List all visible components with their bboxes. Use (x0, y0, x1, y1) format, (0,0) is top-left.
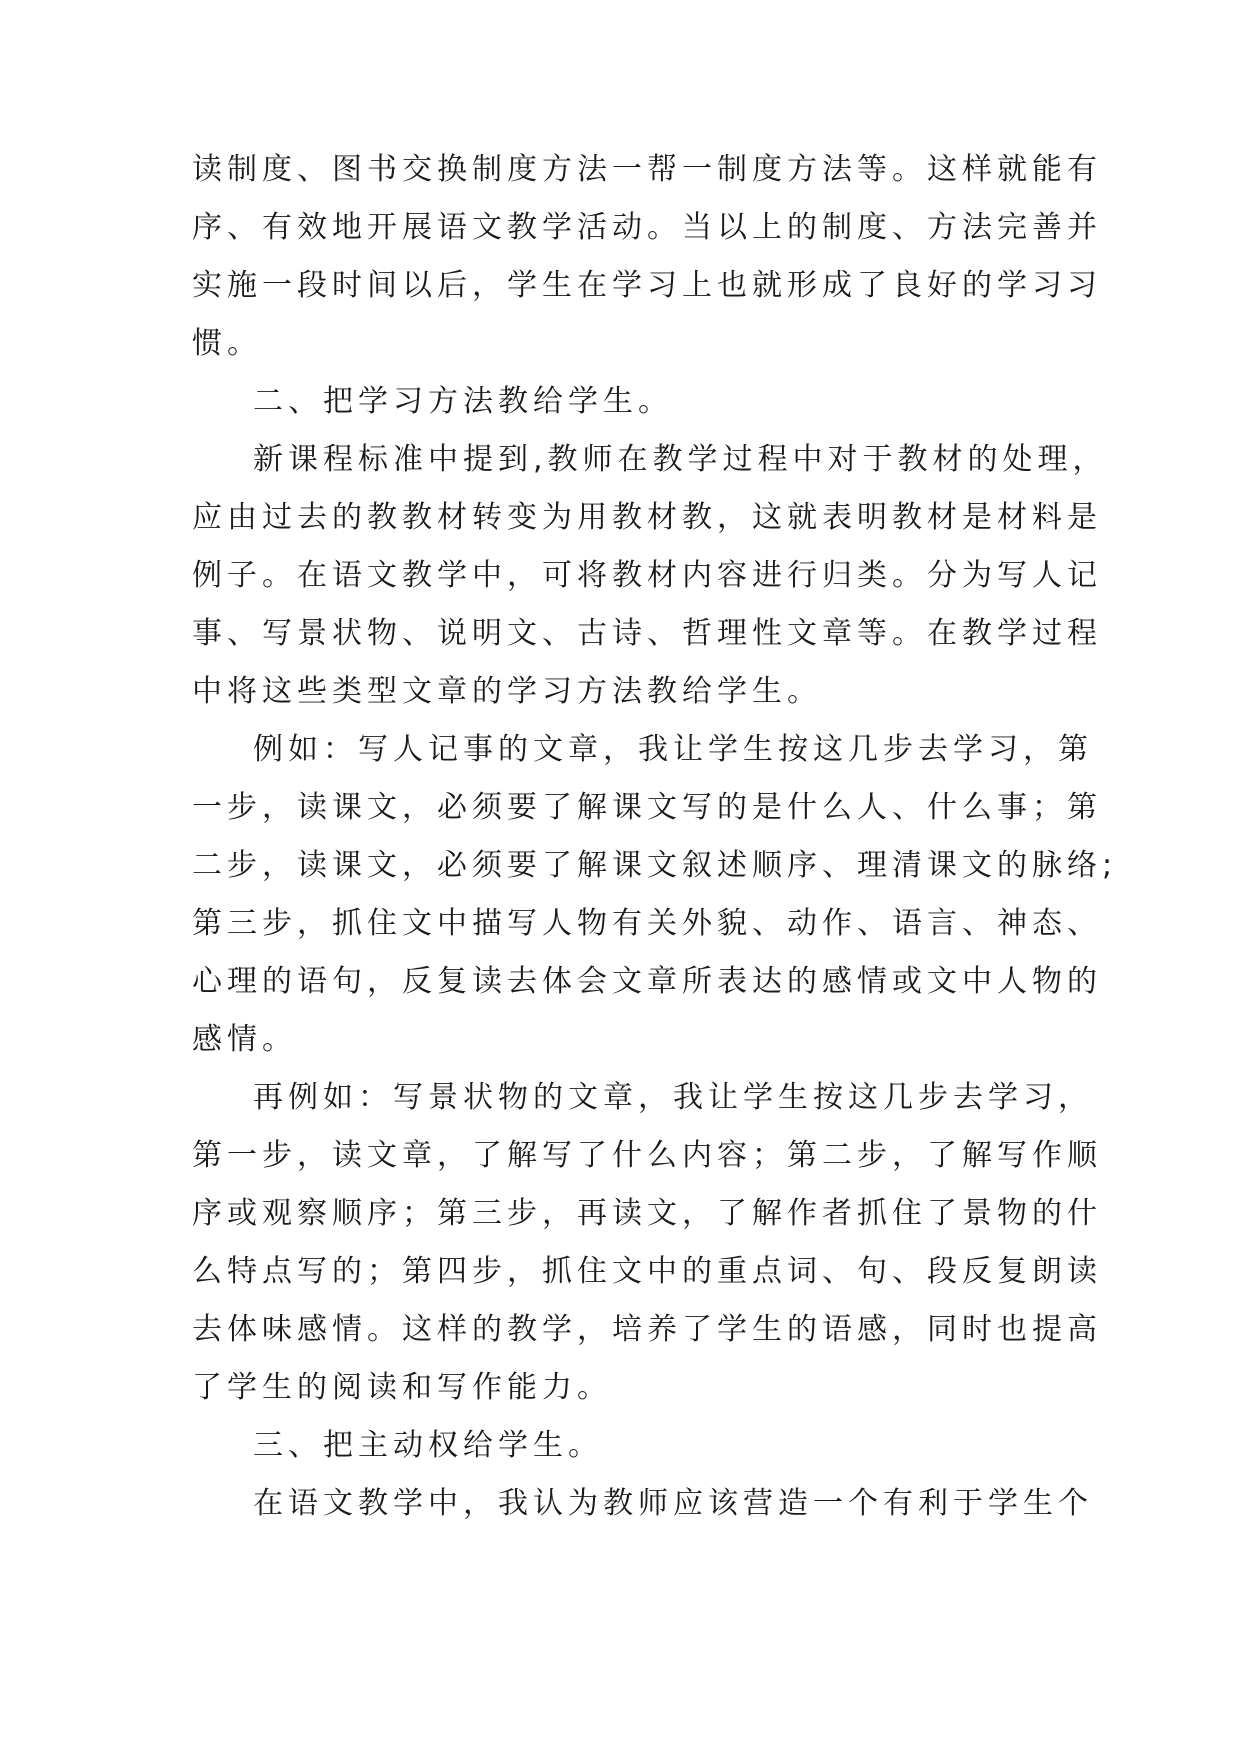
text-line-8: 例子。在语文教学中，可将教材内容进行归类。分为写人记 (192, 558, 1102, 593)
text-line-20: 么特点写的；第四步，抓住文中的重点词、句、段反复朗读 (192, 1254, 1102, 1289)
text-line-17: 再例如：写景状物的文章，我让学生按这几步去学习， (253, 1080, 1093, 1115)
text-line-18: 第一步，读文章，了解写了什么内容；第二步，了解写作顺 (192, 1138, 1102, 1173)
text-line-11: 例如：写人记事的文章，我让学生按这几步去学习，第 (253, 732, 1093, 767)
text-line-15: 心理的语句，反复读去体会文章所表达的感情或文中人物的 (192, 964, 1102, 999)
text-line-10: 中将这些类型文章的学习方法教给学生。 (192, 674, 822, 709)
text-line-1: 读制度、图书交换制度方法一帮一制度方法等。这样就能有 (192, 152, 1102, 187)
text-line-22: 了学生的阅读和写作能力。 (192, 1370, 612, 1405)
text-line-21: 去体味感情。这样的教学，培养了学生的语感，同时也提高 (192, 1312, 1102, 1347)
text-line-2: 序、有效地开展语文教学活动。当以上的制度、方法完善并 (192, 210, 1102, 245)
text-line-19: 序或观察顺序；第三步，再读文，了解作者抓住了景物的什 (192, 1196, 1102, 1231)
text-line-4: 惯。 (192, 326, 262, 361)
text-line-9: 事、写景状物、说明文、古诗、哲理性文章等。在教学过程 (192, 616, 1102, 651)
section-heading-3: 三、把主动权给学生。 (253, 1428, 603, 1463)
text-line-3: 实施一段时间以后，学生在学习上也就形成了良好的学习习 (192, 268, 1102, 303)
section-heading-2: 二、把学习方法教给学生。 (253, 384, 673, 419)
text-line-6: 新课程标准中提到,教师在教学过程中对于教材的处理， (253, 442, 1108, 477)
text-line-14: 第三步，抓住文中描写人物有关外貌、动作、语言、神态、 (192, 906, 1102, 941)
text-line-16: 感情。 (192, 1022, 297, 1057)
text-line-24: 在语文教学中，我认为教师应该营造一个有利于学生个 (253, 1486, 1093, 1521)
text-line-12: 一步，读课文，必须要了解课文写的是什么人、什么事；第 (192, 790, 1102, 825)
text-line-13: 二步，读课文，必须要了解课文叙述顺序、理清课文的脉络; (192, 848, 1118, 883)
text-line-7: 应由过去的教教材转变为用教材教，这就表明教材是材料是 (192, 500, 1102, 535)
